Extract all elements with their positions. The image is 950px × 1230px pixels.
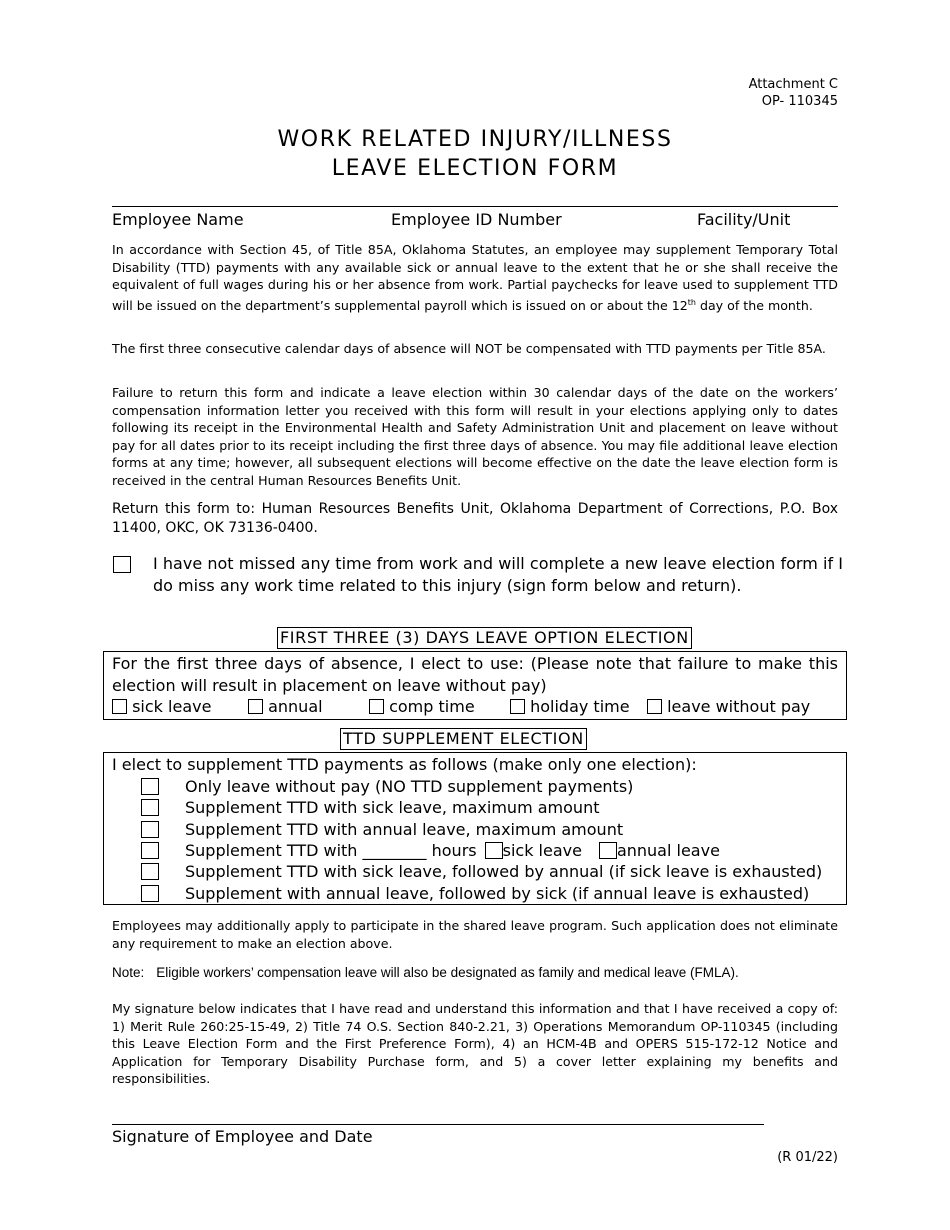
ttd-option-row[interactable]: Supplement TTD with annual leave, maximum amount bbox=[112, 819, 838, 840]
op-number: OP- 110345 bbox=[761, 94, 838, 109]
paragraph-section-45: In accordance with Section 45, of Title 85A, Oklahoma Statutes, an employee may supplement Temporary Total Disability (TTD) payments with any available sick or annual leave to the extent that he or she shall receive the equivalent of full wages during his or her absence from work. Partial paychecks for leave used to supplement TTD will be issued on the department’s supplemental payroll which is issued on or about the 12th day of the month. bbox=[112, 242, 838, 313]
paragraph-shared-leave: Employees may additionally apply to participate in the shared leave program. Such application does not eliminate any requirement to make an election above. bbox=[112, 918, 838, 951]
first-three-days-text: For the first three days of absence, I elect to use: (Please note that failure to make this election will result in placement on leave without pay) bbox=[112, 654, 838, 695]
ttd-option-row[interactable]: Only leave without pay (NO TTD supplement payments) bbox=[112, 776, 838, 797]
employee-info-line[interactable] bbox=[112, 206, 838, 207]
option-holiday-time[interactable]: holiday time bbox=[510, 696, 647, 718]
option-comp-time[interactable]: comp time bbox=[369, 696, 510, 718]
ttd-supplement-title: TTD SUPPLEMENT ELECTION bbox=[340, 728, 587, 750]
ttd-option-row[interactable]: Supplement TTD with sick leave, maximum amount bbox=[112, 797, 838, 818]
form-title-line1: WORK RELATED INJURY/ILLNESS bbox=[277, 127, 673, 152]
ttd-option-row-hours[interactable]: Supplement TTD with ________ hours sick leave annual leave bbox=[112, 840, 838, 861]
ttd-option-checkbox[interactable] bbox=[141, 885, 159, 902]
hours-annual-leave-checkbox[interactable] bbox=[599, 842, 617, 859]
paragraph-first-three-days: The first three consecutive calendar days of absence will NOT be compensated with TTD payments per Title 85A. bbox=[112, 341, 826, 356]
employee-name-label: Employee Name bbox=[112, 210, 244, 229]
signature-line[interactable] bbox=[112, 1124, 764, 1125]
note-label: Note: bbox=[112, 965, 145, 980]
ttd-option-row[interactable]: Supplement TTD with sick leave, followed by annual (if sick leave is exhausted) bbox=[112, 861, 838, 882]
ttd-option-checkbox[interactable] bbox=[141, 778, 159, 795]
form-title-line2: LEAVE ELECTION FORM bbox=[331, 156, 619, 181]
no-missed-time-checkbox[interactable] bbox=[113, 556, 131, 575]
attachment-label: Attachment C bbox=[748, 77, 838, 92]
signature-label: Signature of Employee and Date bbox=[112, 1127, 373, 1146]
ttd-option-checkbox[interactable] bbox=[141, 842, 159, 859]
attachment-header bbox=[749, 76, 838, 110]
employee-id-label: Employee ID Number bbox=[391, 210, 562, 229]
paragraph-signature-acknowledgement: My signature below indicates that I have read and understand this information and that I have received a copy of: 1) Merit Rule 260:25-15-49, 2) Title 74 O.S. Section 840-2.21, 3) Operations Memorandum OP-110345 (including this Leave Election Form and the First Preference Form), 4) an HCM-4B and OPERS 515-172-12 Notice and Application for Temporary Disability Purchase form, and 5) a cover letter explaining my benefits and responsibilities. bbox=[112, 1001, 838, 1086]
ttd-option-checkbox[interactable] bbox=[141, 863, 159, 880]
first-three-days-options bbox=[112, 696, 838, 718]
facility-unit-label: Facility/Unit bbox=[697, 210, 791, 229]
first-three-days-box bbox=[103, 651, 847, 720]
no-missed-time-text: I have not missed any time from work and will complete a new leave election form if I do miss any work time related to this injury (sign form below and return). bbox=[153, 554, 843, 595]
fmla-note bbox=[112, 965, 739, 980]
first-three-days-title: FIRST THREE (3) DAYS LEAVE OPTION ELECTION bbox=[277, 627, 692, 649]
option-leave-without-pay[interactable]: leave without pay bbox=[647, 696, 810, 718]
ttd-intro-text: I elect to supplement TTD payments as follows (make only one election): bbox=[112, 755, 697, 774]
ttd-option-checkbox[interactable] bbox=[141, 799, 159, 816]
revision-date: (R 01/22) bbox=[777, 1150, 838, 1165]
ttd-option-checkbox[interactable] bbox=[141, 821, 159, 838]
option-sick-leave[interactable]: sick leave bbox=[112, 696, 248, 718]
hours-sick-leave-checkbox[interactable] bbox=[485, 842, 503, 859]
paragraph-failure-to-return: Failure to return this form and indicate a leave election within 30 calendar days of the date on the workers’ compensation information letter you received with this form will result in your elections applying only to dates following its receipt in the Environmental Health and Safety Administration Unit and placement on leave without pay for all dates prior to its receipt including the first three days of absence. You may file additional leave election forms at any time; however, all subsequent elections will become effective on the date the leave election form is received in the central Human Resources Benefits Unit. bbox=[112, 385, 838, 488]
note-text: Eligible workers’ compensation leave will also be designated as family and medical leave (FMLA). bbox=[156, 965, 739, 980]
ttd-supplement-box bbox=[103, 752, 847, 905]
ttd-option-row[interactable]: Supplement with annual leave, followed by sick (if annual leave is exhausted) bbox=[112, 882, 838, 903]
option-annual[interactable]: annual bbox=[248, 696, 369, 718]
paragraph-return-address: Return this form to: Human Resources Benefits Unit, Oklahoma Department of Corrections, P.O. Box 11400, OKC, OK 73136-0400. bbox=[112, 501, 838, 536]
